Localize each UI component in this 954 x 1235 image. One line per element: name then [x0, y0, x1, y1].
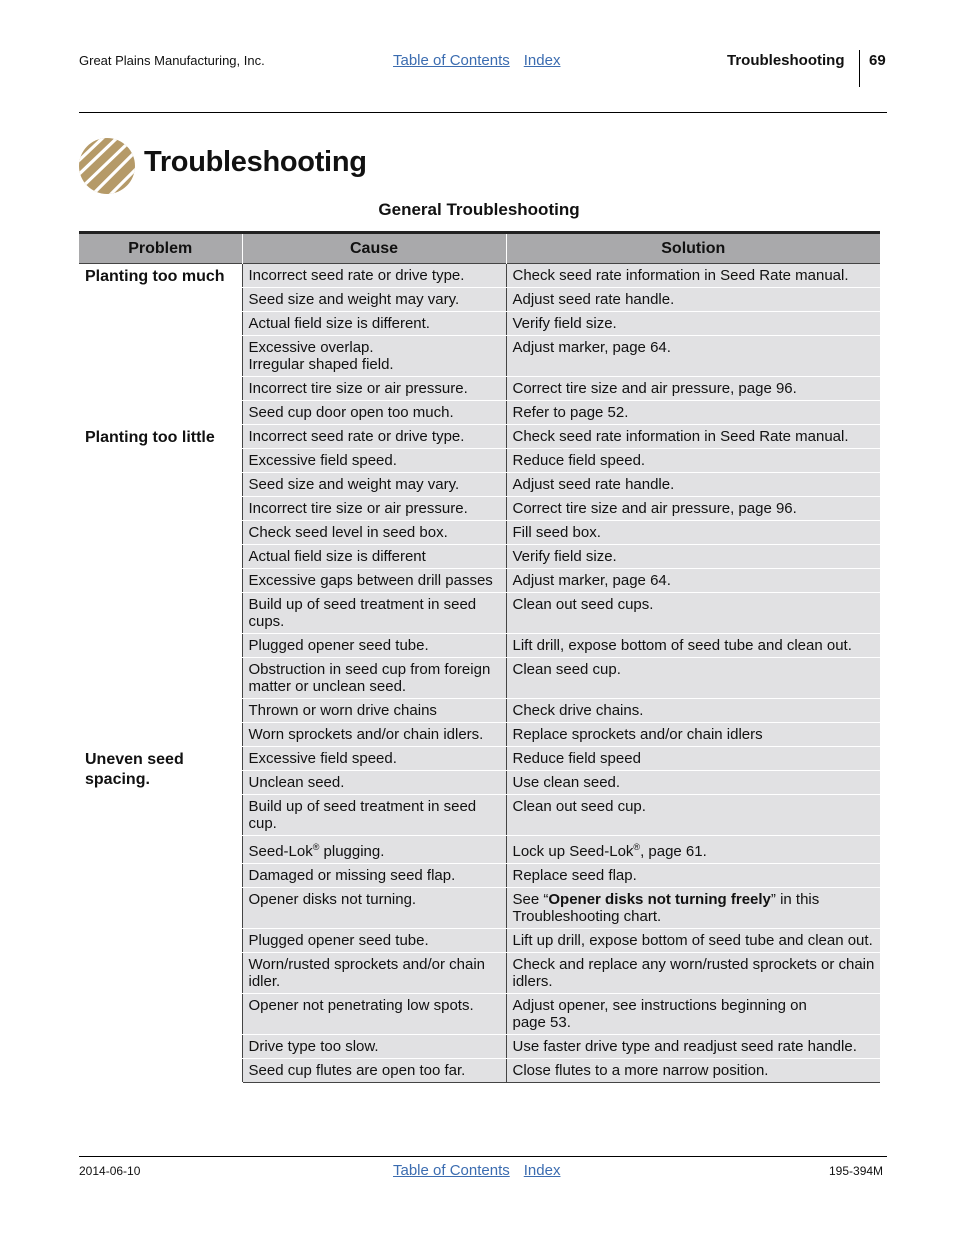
solution-cell: Reduce field speed: [506, 747, 880, 771]
solution-cell: Use clean seed.: [506, 771, 880, 795]
cause-cell: Seed-Lok® plugging.: [242, 836, 506, 864]
header-section-name: Troubleshooting: [727, 52, 845, 69]
solution-cell: Clean seed cup.: [506, 658, 880, 699]
solution-cell: Adjust opener, see instructions beginning on page 53.: [506, 994, 880, 1035]
solution-cell: Lift drill, expose bottom of seed tube and clean out.: [506, 634, 880, 658]
cause-cell: Actual field size is different.: [242, 312, 506, 336]
cause-cell: Seed cup door open too much.: [242, 401, 506, 425]
cause-cell: Build up of seed treatment in seed cups.: [242, 593, 506, 634]
table-header-row: [79, 233, 880, 264]
solution-cell: Adjust seed rate handle.: [506, 473, 880, 497]
cause-cell: Opener not penetrating low spots.: [242, 994, 506, 1035]
cause-cell: Damaged or missing seed flap.: [242, 864, 506, 888]
cause-cell: Seed size and weight may vary.: [242, 473, 506, 497]
page-number: 69: [869, 52, 886, 69]
cause-cell: Actual field size is different: [242, 545, 506, 569]
cause-cell: Seed cup flutes are open too far.: [242, 1059, 506, 1083]
solution-cell: Fill seed box.: [506, 521, 880, 545]
cause-cell: Unclean seed.: [242, 771, 506, 795]
cause-cell: Plugged opener seed tube.: [242, 634, 506, 658]
solution-cell: Adjust marker, page 64.: [506, 336, 880, 377]
cause-cell: Incorrect seed rate or drive type.: [242, 264, 506, 288]
cause-cell: Opener disks not turning.: [242, 888, 506, 929]
cause-cell: Excessive gaps between drill passes: [242, 569, 506, 593]
cause-cell: Excessive overlap. Irregular shaped field.: [242, 336, 506, 377]
solution-cell: Use faster drive type and readjust seed rate handle.: [506, 1035, 880, 1059]
header-rule: [79, 112, 887, 113]
column-header-problem: Problem: [79, 233, 242, 264]
cause-cell: Plugged opener seed tube.: [242, 929, 506, 953]
table-row: [79, 264, 880, 288]
solution-cell: Adjust seed rate handle.: [506, 288, 880, 312]
cause-cell: Obstruction in seed cup from foreign matter or unclean seed.: [242, 658, 506, 699]
footer-doc-number: 195-394M: [829, 1164, 884, 1178]
solution-cell: Lift up drill, expose bottom of seed tube and clean out.: [506, 929, 880, 953]
solution-cell: Correct tire size and air pressure, page 96.: [506, 497, 880, 521]
troubleshooting-table: [79, 231, 880, 1083]
solution-cell: Clean out seed cups.: [506, 593, 880, 634]
solution-cell: Clean out seed cup.: [506, 795, 880, 836]
index-link[interactable]: Index: [523, 52, 561, 69]
footer-rule: [79, 1156, 887, 1157]
solution-cell: Check seed rate information in Seed Rate manual.: [506, 264, 880, 288]
cause-cell: Drive type too slow.: [242, 1035, 506, 1059]
cause-cell: Incorrect tire size or air pressure.: [242, 497, 506, 521]
problem-cell: Planting too little: [79, 425, 242, 747]
problem-cell: Planting too much: [79, 264, 242, 425]
solution-cell: Close flutes to a more narrow position.: [506, 1059, 880, 1083]
solution-cell: Lock up Seed-Lok®, page 61.: [506, 836, 880, 864]
table-body: [79, 264, 880, 1083]
header-links: [393, 52, 574, 69]
table-row: [79, 425, 880, 449]
cause-cell: Incorrect seed rate or drive type.: [242, 425, 506, 449]
solution-cell: Replace sprockets and/or chain idlers: [506, 723, 880, 747]
toc-link[interactable]: Table of Contents: [393, 52, 510, 69]
solution-cell: Check drive chains.: [506, 699, 880, 723]
company-name: Great Plains Manufacturing, Inc.: [79, 53, 265, 68]
cause-cell: Check seed level in seed box.: [242, 521, 506, 545]
cause-cell: Build up of seed treatment in seed cup.: [242, 795, 506, 836]
solution-cell: Check seed rate information in Seed Rate manual.: [506, 425, 880, 449]
solution-cell: Replace seed flap.: [506, 864, 880, 888]
cause-cell: Incorrect tire size or air pressure.: [242, 377, 506, 401]
problem-cell: Uneven seed spacing.: [79, 747, 242, 1083]
solution-cell: Verify field size.: [506, 545, 880, 569]
column-header-cause: Cause: [242, 233, 506, 264]
solution-cell: See “Opener disks not turning freely” in this Troubleshooting chart.: [506, 888, 880, 929]
cause-cell: Thrown or worn drive chains: [242, 699, 506, 723]
cause-cell: Worn sprockets and/or chain idlers.: [242, 723, 506, 747]
cause-cell: Worn/rusted sprockets and/or chain idler.: [242, 953, 506, 994]
solution-cell: Refer to page 52.: [506, 401, 880, 425]
solution-cell: Adjust marker, page 64.: [506, 569, 880, 593]
solution-cell: Check and replace any worn/rusted sprockets or chain idlers.: [506, 953, 880, 994]
solution-cell: Correct tire size and air pressure, page 96.: [506, 377, 880, 401]
solution-cell: Verify field size.: [506, 312, 880, 336]
solution-cell: Reduce field speed.: [506, 449, 880, 473]
footer-links: [393, 1162, 574, 1179]
cause-cell: Excessive field speed.: [242, 747, 506, 771]
header-divider: [859, 50, 860, 87]
page-title: Troubleshooting: [144, 146, 367, 178]
cause-cell: Excessive field speed.: [242, 449, 506, 473]
footer-index-link[interactable]: Index: [523, 1162, 561, 1179]
footer-date: 2014-06-10: [79, 1164, 141, 1178]
section-title: General Troubleshooting: [378, 200, 580, 219]
footer-toc-link[interactable]: Table of Contents: [393, 1162, 510, 1179]
cause-cell: Seed size and weight may vary.: [242, 288, 506, 312]
column-header-solution: Solution: [506, 233, 880, 264]
table-row: [79, 747, 880, 771]
great-plains-logo-icon: [78, 137, 136, 195]
